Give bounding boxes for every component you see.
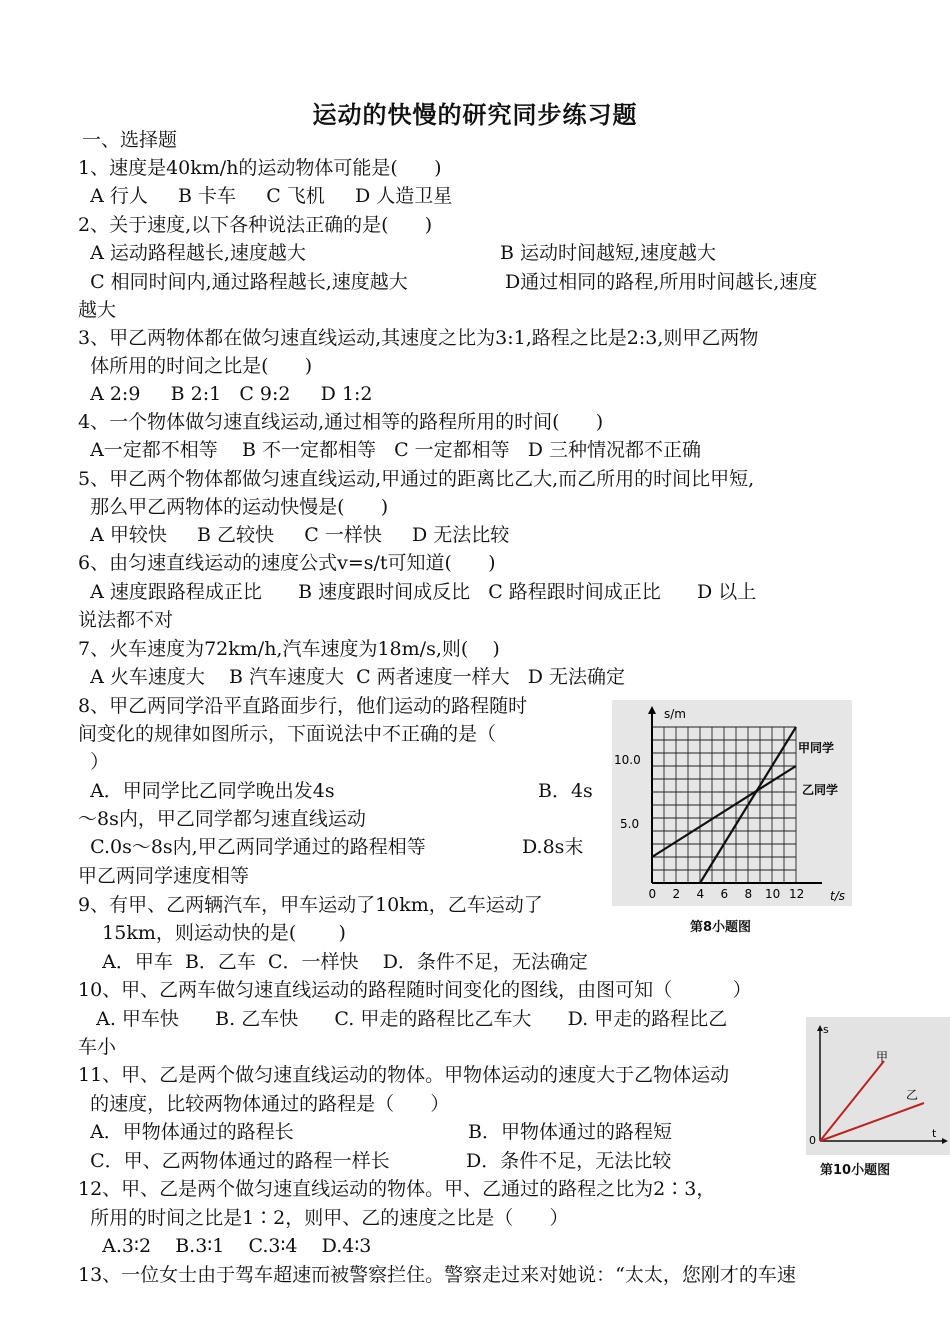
options-8d: D.8s末 <box>522 836 584 858</box>
figure-8-graph <box>612 700 852 906</box>
x-tick-label: 2 <box>672 887 681 901</box>
question-3: 3、甲乙两物体都在做匀速直线运动,其速度之比为3:1,路程之比是2:3,则甲乙两物 <box>78 327 759 349</box>
options-8a: A．甲同学比乙同学晚出发4s <box>78 780 335 802</box>
figure-10-label-yi: 乙 <box>906 1088 919 1102</box>
options-12: A.3∶2 B.3∶1 C.3∶4 D.4∶3 <box>78 1235 372 1257</box>
question-11: 11、甲、乙是两个做匀速直线运动的物体。甲物体运动的速度大于乙物体运动 <box>78 1064 730 1086</box>
options-11d: D．条件不足，无法比较 <box>466 1150 672 1172</box>
options-2b: B 运动时间越短,速度越大 <box>500 242 717 264</box>
options-10-cont: 车小 <box>78 1036 117 1058</box>
options-5: A 甲较快 B 乙较快 C 一样快 D 无法比较 <box>78 524 510 546</box>
figure-8-ytick-5: 5.0 <box>620 817 640 831</box>
options-2c: C 相同时间内,通过路程越长,速度越大 <box>78 271 408 293</box>
x-tick-label: 6 <box>720 887 729 901</box>
options-2d-cont: 越大 <box>78 299 117 321</box>
figure-8-legend-yi: 乙同学 <box>802 783 839 797</box>
figure-8-xlabel: t/s <box>830 889 845 903</box>
figure-8-ytick-10: 10.0 <box>614 753 641 767</box>
figure-8-caption: 第8小题图 <box>690 920 752 935</box>
figure-10-xlabel: t <box>932 1127 937 1140</box>
section-heading: 一、选择题 <box>82 129 178 151</box>
question-6: 6、由匀速直线运动的速度公式v=s/t可知道( ) <box>78 552 496 574</box>
question-9: 9、有甲、乙两辆汽车，甲车运动了10km，乙车运动了 <box>78 894 543 916</box>
x-tick-label: 12 <box>789 887 805 901</box>
options-4: A一定都不相等 B 不一定都相等 C 一定都相等 D 三种情况都不正确 <box>78 439 702 461</box>
question-1: 1、速度是40km/h的运动物体可能是( ) <box>78 157 442 179</box>
question-8-cont2: ） <box>78 751 110 773</box>
question-2: 2、关于速度,以下各种说法正确的是( ) <box>78 214 433 236</box>
options-6: A 速度跟路程成正比 B 速度跟时间成反比 C 路程跟时间成正比 D 以上 <box>78 581 757 603</box>
figure-10-graph <box>806 1017 950 1155</box>
options-9: A．甲车 B．乙车 C．一样快 D．条件不足，无法确定 <box>78 951 588 973</box>
options-8c: C.0s～8s内,甲乙两同学通过的路程相等 <box>78 836 426 858</box>
options-6-cont: 说法都不对 <box>78 609 174 631</box>
figure-8-ylabel: s/m <box>664 707 686 721</box>
question-5-cont: 那么甲乙两物体的运动快慢是( ) <box>78 496 389 518</box>
question-8-cont: 间变化的规律如图所示，下面说法中不正确的是（ <box>78 723 497 745</box>
options-8b: B．4s <box>538 780 593 802</box>
question-12: 12、甲、乙是两个做匀速直线运动的物体。甲、乙通过的路程之比为2∶3， <box>78 1178 716 1200</box>
options-11a: A．甲物体通过的路程长 <box>78 1121 294 1143</box>
x-tick-label: 4 <box>696 887 705 901</box>
x-tick-label: 0 <box>648 887 657 901</box>
options-2d: D通过相同的路程,所用时间越长,速度 <box>505 271 818 293</box>
options-1: A 行人 B 卡车 C 飞机 D 人造卫星 <box>78 185 453 207</box>
figure-10-background <box>806 1017 950 1155</box>
question-3-cont: 体所用的时间之比是( ) <box>78 355 313 377</box>
question-11-cont: 的速度，比较两物体通过的路程是（ ） <box>78 1093 450 1115</box>
options-8d-cont: 甲乙两同学速度相等 <box>78 865 250 887</box>
figure-8-background <box>612 700 852 906</box>
question-9-cont: 15km，则运动快的是( ) <box>78 922 346 944</box>
options-2a: A 运动路程越长,速度越大 <box>78 242 306 264</box>
options-11c: C．甲、乙两物体通过的路程一样长 <box>78 1150 390 1172</box>
question-4: 4、一个物体做匀速直线运动,通过相等的路程所用的时间( ) <box>78 411 604 433</box>
x-tick-label: 10 <box>765 887 781 901</box>
page-title: 运动的快慢的研究同步练习题 <box>312 101 638 129</box>
figure-8-legend-jia: 甲同学 <box>798 741 835 755</box>
figure-10-origin: 0 <box>809 1134 816 1147</box>
question-13: 13、一位女士由于驾车超速而被警察拦住。警察走过来对她说：“太太，您刚才的车速 <box>78 1264 796 1286</box>
figure-10-ylabel: s <box>823 1023 829 1036</box>
options-10: A. 甲车快 B. 乙车快 C. 甲走的路程比乙车大 D. 甲走的路程比乙 <box>78 1008 728 1030</box>
options-7: A 火车速度大 B 汽车速度大 C 两者速度一样大 D 无法确定 <box>78 666 626 688</box>
question-7: 7、火车速度为72km/h,汽车速度为18m/s,则( ) <box>78 638 500 660</box>
options-8b-cont: ～8s内，甲乙同学都匀速直线运动 <box>78 808 366 830</box>
question-8: 8、甲乙两同学沿平直路面步行，他们运动的路程随时 <box>78 695 528 717</box>
options-3: A 2:9 B 2:1 C 9:2 D 1:2 <box>78 383 373 405</box>
question-10: 10、甲、乙两车做匀速直线运动的路程随时间变化的图线，由图可知（ ） <box>78 979 752 1001</box>
figure-10-caption: 第10小题图 <box>820 1163 891 1178</box>
question-12-cont: 所用的时间之比是1∶2，则甲、乙的速度之比是（ ） <box>78 1207 569 1229</box>
figure-10-label-jia: 甲 <box>876 1050 889 1064</box>
options-11b: B．甲物体通过的路程短 <box>468 1121 672 1143</box>
x-tick-label: 8 <box>744 887 753 901</box>
question-5: 5、甲乙两个物体都做匀速直线运动,甲通过的距离比乙大,而乙所用的时间比甲短, <box>78 468 755 490</box>
